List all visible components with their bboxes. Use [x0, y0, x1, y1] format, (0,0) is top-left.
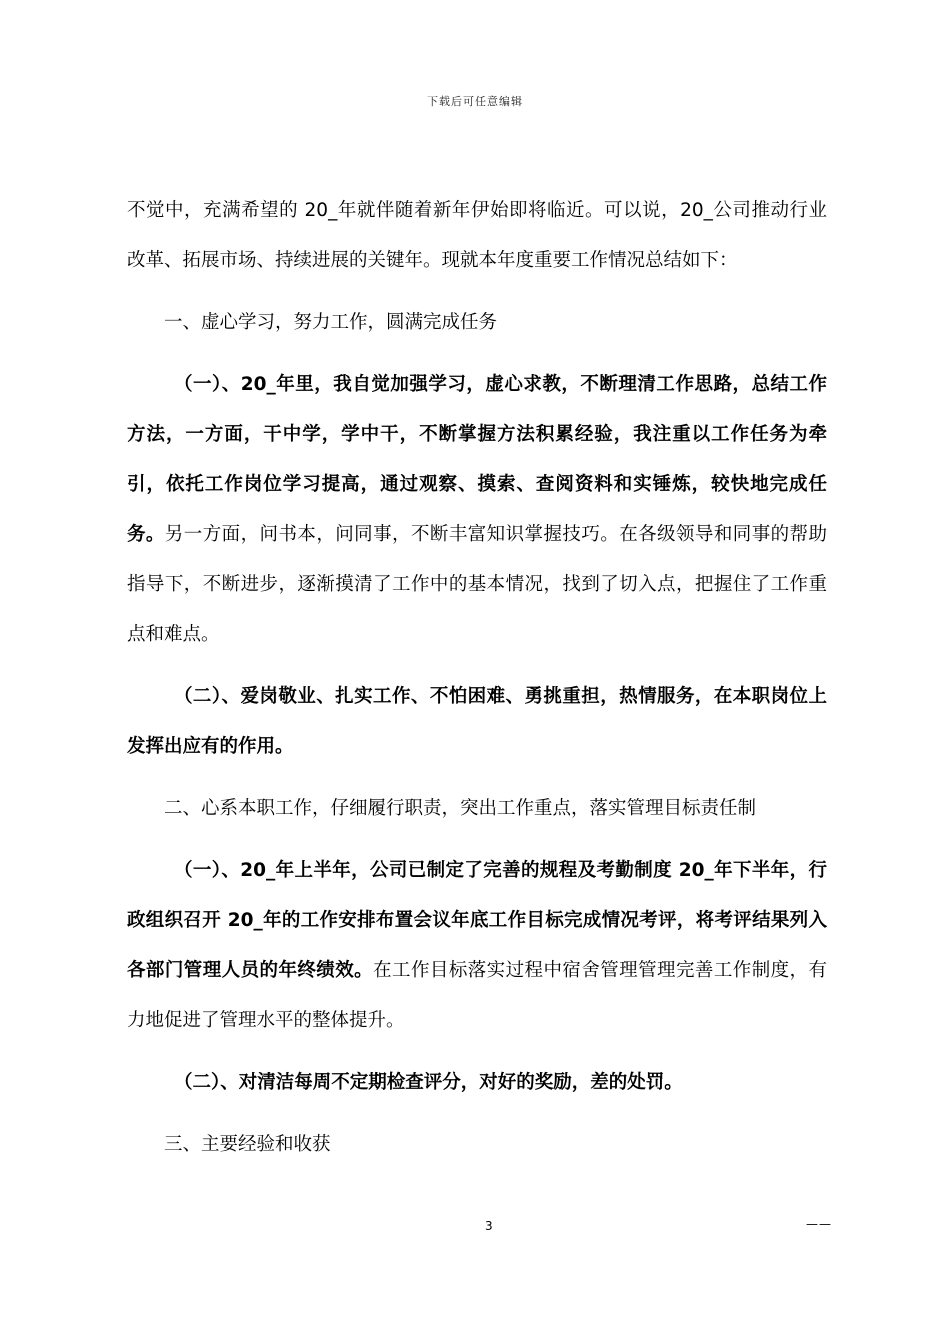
section-2-item-1-bold: （一）、20_年上半年，公司已制定了完善的规程及考勤制度 20_年下半年，行政组织召开 20_年的工作安排布置会议年底工作目标完成情况考评，将考评结果列入各部门管理人员的年终绩效。: [127, 860, 827, 981]
section-2-item-1: [127, 846, 827, 1046]
page-number: 3: [485, 1219, 493, 1233]
section-1-item-1: [127, 360, 827, 660]
section-1-item-2: （二）、爱岗敬业、扎实工作、不怕困难、勇挑重担，热情服务，在本职岗位上发挥出应有的作用。: [127, 686, 827, 757]
intro-paragraph: 不觉中，充满希望的 20_年就伴随着新年伊始即将临近。可以说，20_公司推动行业改革、拓展市场、持续进展的关键年。现就本年度重要工作情况总结如下：: [127, 200, 827, 271]
page-header: 下载后可任意编辑: [427, 95, 523, 108]
section-1-title: 一、虚心学习，努力工作，圆满完成任务: [164, 312, 498, 333]
section-1-item-1-bold: （一）、20_年里，我自觉加强学习，虚心求教，不断理清工作思路，总结工作方法，一方面，干中学，学中干，不断掌握方法积累经验，我注重以工作任务为牵引，依托工作岗位学习提高，通过观察、摸索、查阅资料和实锤炼，较快地完成任务。: [127, 374, 827, 545]
section-3-title: 三、主要经验和收获: [164, 1134, 331, 1155]
section-2-title: 二、心系本职工作，仔细履行职责，突出工作重点，落实管理目标责任制: [164, 798, 757, 819]
document-body: [127, 186, 827, 1170]
section-1-item-1-text: 另一方面，问书本，问同事，不断丰富知识掌握技巧。在各级领导和同事的帮助指导下，不断进步，逐渐摸清了工作中的基本情况，找到了切入点，把握住了工作重点和难点。: [127, 524, 827, 645]
section-2-item-2: （二）、对清洁每周不定期检查评分，对好的奖励，差的处罚。: [174, 1072, 683, 1093]
footer-dash: ——: [806, 1217, 832, 1231]
section-2-item-1-text: 在工作目标落实过程中宿舍管理管理完善工作制度，有力地促进了管理水平的整体提升。: [127, 960, 827, 1031]
